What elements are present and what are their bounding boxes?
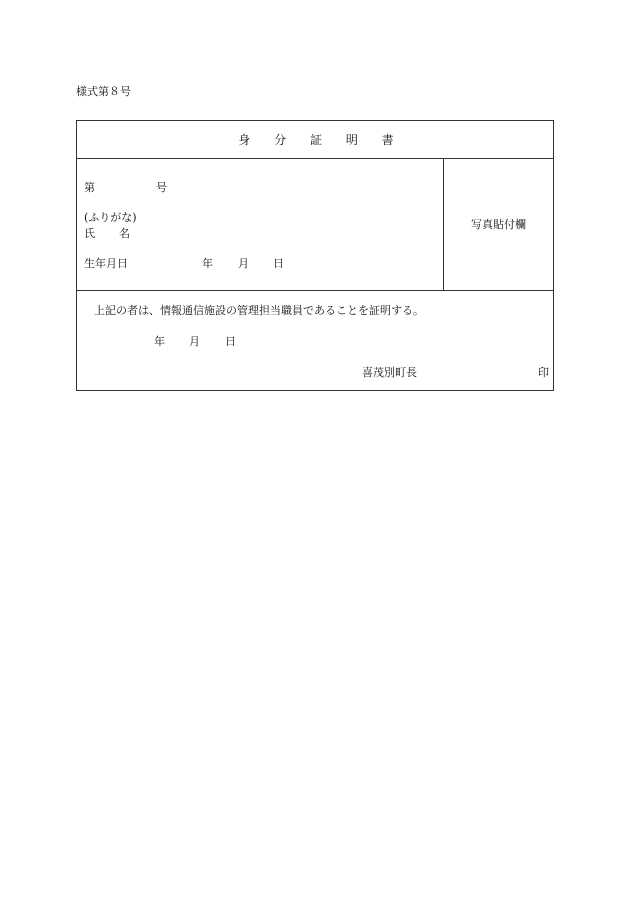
birth-day-label: 日 xyxy=(273,257,284,270)
issuer-name: 喜茂別町長 xyxy=(362,366,417,379)
name-label-first: 氏 xyxy=(84,227,95,240)
number-suffix: 号 xyxy=(156,181,167,194)
certificate-box xyxy=(76,120,554,391)
issue-year-label: 年 xyxy=(154,335,165,348)
title-char: 書 xyxy=(381,133,394,147)
title-char: 身 xyxy=(238,133,251,147)
furigana-label: (ふりがな) xyxy=(84,211,137,224)
title-char: 証 xyxy=(309,133,322,147)
form-number: 様式第８号 xyxy=(76,85,131,98)
photo-area-label: 写真貼付欄 xyxy=(471,218,526,231)
title-char: 分 xyxy=(274,133,287,147)
body-divider xyxy=(77,290,553,291)
title-divider xyxy=(77,158,553,159)
birth-month-label: 月 xyxy=(238,257,249,270)
birthdate-label: 生年月日 xyxy=(84,257,128,270)
title-char: 明 xyxy=(345,133,358,147)
certification-statement: 上記の者は、情報通信施設の管理担当職員であることを証明する。 xyxy=(94,304,424,317)
photo-column-divider xyxy=(443,158,444,290)
issue-day-label: 日 xyxy=(225,335,236,348)
issue-month-label: 月 xyxy=(189,335,200,348)
seal-label: 印 xyxy=(538,366,549,379)
certificate-title xyxy=(77,134,555,146)
birth-year-label: 年 xyxy=(202,257,213,270)
name-label-second: 名 xyxy=(119,227,130,240)
number-prefix: 第 xyxy=(84,181,95,194)
